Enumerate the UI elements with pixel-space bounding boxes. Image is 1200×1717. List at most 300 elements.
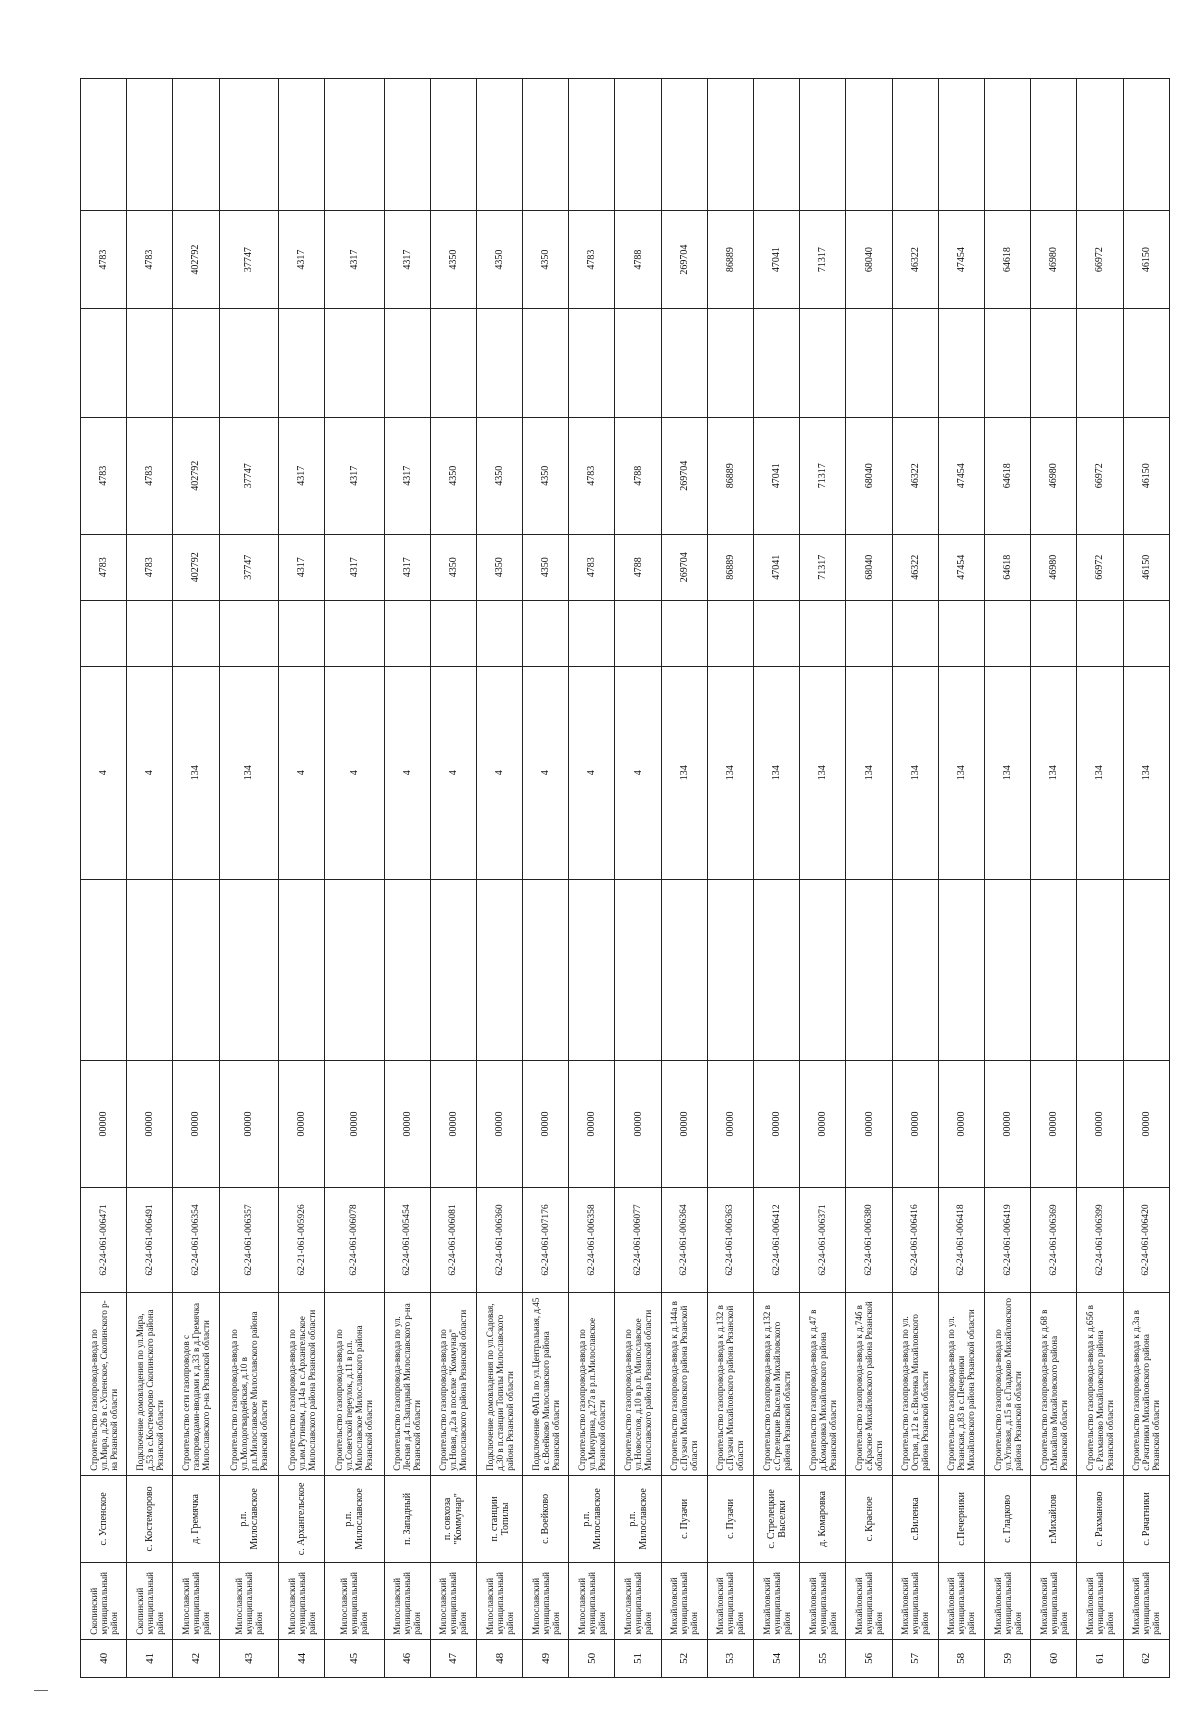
empty-cell [1031,79,1077,211]
empty-cell [476,879,522,1060]
table-row [754,79,800,1678]
settlement-cell: с.Печерники [938,1475,984,1562]
total-cell: 37747 [219,211,278,309]
total-cell: 46150 [1123,211,1169,309]
district-cell: Скопинский муниципальный район [127,1563,173,1640]
empty-cell [615,309,661,418]
empty-cell [81,79,127,211]
code-cell: 00000 [615,1060,661,1188]
object-description-cell: Строительство газопровода-ввода к д.132 в с.Стрелецкие Выселки Михайловского района Рязанской области [754,1292,800,1475]
table-row [892,79,938,1678]
empty-cell [430,79,476,211]
table-row [984,79,1030,1678]
code-cell: 00000 [1123,1060,1169,1188]
amount-cell: 4350 [476,417,522,534]
empty-cell [127,309,173,418]
empty-cell [1031,309,1077,418]
empty-cell [81,600,127,666]
amount-cell: 4788 [615,534,661,600]
amount-cell: 66972 [1077,417,1123,534]
total-cell: 4317 [384,211,430,309]
empty-cell [325,600,384,666]
amount-cell: 47041 [754,534,800,600]
empty-cell [938,600,984,666]
amount-cell: 4317 [325,534,384,600]
object-description-cell: Строительство сети газопроводов с газопроводами-вводами к д.33 в д.Гремячка Милославского р-на Рязанской области [173,1292,219,1475]
empty-cell [278,879,324,1060]
object-description-cell: Строительство газопровода-ввода по ул. Острая, д.12 в с.Виленка Михайловского района Рязанской области [892,1292,938,1475]
empty-cell [615,79,661,211]
district-cell: Михайловский муниципальный район [846,1563,892,1640]
empty-cell [846,879,892,1060]
row-number: 51 [615,1639,661,1677]
rotated-table-container [80,78,1170,1678]
row-number: 44 [278,1639,324,1677]
settlement-cell: с. Воейково [523,1475,569,1562]
row-number: 59 [984,1639,1030,1677]
object-description-cell: Подключение домовладения по ул.Садовая, д.30 в п.станции Топилы Милославского района Рязанской области [476,1292,522,1475]
table-row [569,79,615,1678]
table-row [127,79,173,1678]
empty-cell [846,600,892,666]
total-cell: 46980 [1031,211,1077,309]
settlement-cell: с. Пузачи [661,1475,707,1562]
row-number: 57 [892,1639,938,1677]
empty-cell [476,600,522,666]
amount-cell: 4317 [384,534,430,600]
object-description-cell: Строительство газопровода-ввода по ул.Мичурина, д.27а в р.п.Милославское Рязанской области [569,1292,615,1475]
empty-cell [569,600,615,666]
empty-cell [892,600,938,666]
empty-cell [938,79,984,211]
empty-cell [754,309,800,418]
row-number: 61 [1077,1639,1123,1677]
amount-cell: 64618 [984,534,1030,600]
empty-cell [523,600,569,666]
total-cell: 4788 [615,211,661,309]
district-cell: Михайловский муниципальный район [1077,1563,1123,1640]
object-description-cell: Строительство газопровода-ввода по ул.им.Рутиным, д.14а в с.Архангельское Милославского района Рязанской области [278,1292,324,1475]
amount-cell: 402792 [173,417,219,534]
district-cell: Милославский муниципальный район [173,1563,219,1640]
empty-cell [1123,600,1169,666]
amount-cell: 71317 [800,417,846,534]
row-number: 58 [938,1639,984,1677]
total-cell: 71317 [800,211,846,309]
cadastral-number-cell: 62-24-061-006077 [615,1188,661,1292]
code-cell: 00000 [127,1060,173,1188]
cadastral-number-cell: 62-24-061-006412 [754,1188,800,1292]
code-cell: 00000 [523,1060,569,1188]
cadastral-number-cell: 62-24-061-006471 [81,1188,127,1292]
code-cell: 00000 [1031,1060,1077,1188]
table-row [615,79,661,1678]
total-cell: 402792 [173,211,219,309]
amount-cell: 46150 [1123,534,1169,600]
object-description-cell: Подключение ФАПа по ул.Центральная, д.45 в с.Воейково Милославского района Рязанской области [523,1292,569,1475]
empty-cell [938,879,984,1060]
amount-cell: 46980 [1031,534,1077,600]
quantity-cell: 134 [219,666,278,879]
district-cell: Михайловский муниципальный район [800,1563,846,1640]
table-row [81,79,127,1678]
code-cell: 00000 [754,1060,800,1188]
district-cell: Михайловский муниципальный район [754,1563,800,1640]
object-description-cell: Строительство газопровода-ввода к д.144а в с.Пузачи Михайловского района Рязанской области [661,1292,707,1475]
amount-cell: 4317 [384,417,430,534]
settlement-cell: г.Михайлов [1031,1475,1077,1562]
object-description-cell: Строительство газопровода-ввода к д.68 в г.Михайлов Михайловского района Рязанской области [1031,1292,1077,1475]
district-cell: Милославский муниципальный район [278,1563,324,1640]
table-row [173,79,219,1678]
empty-cell [661,879,707,1060]
empty-cell [325,879,384,1060]
total-cell: 4317 [278,211,324,309]
empty-cell [846,79,892,211]
quantity-cell: 4 [569,666,615,879]
empty-cell [173,309,219,418]
cadastral-number-cell: 62-24-061-006354 [173,1188,219,1292]
settlement-cell: д. Комаровка [800,1475,846,1562]
quantity-cell: 4 [430,666,476,879]
object-description-cell: Строительство газопровода-ввода к д.132 в с.Пузачи Михайловского района Рязанской области [707,1292,753,1475]
total-cell: 46322 [892,211,938,309]
amount-cell: 68040 [846,534,892,600]
cadastral-number-cell: 62-24-061-006357 [219,1188,278,1292]
settlement-cell: с. Успенское [81,1475,127,1562]
empty-cell [938,309,984,418]
table-row [1123,79,1169,1678]
cadastral-number-cell: 62-24-061-006399 [1077,1188,1123,1292]
quantity-cell: 134 [707,666,753,879]
settlement-cell: с. Рахманово [1077,1475,1123,1562]
row-number: 41 [127,1639,173,1677]
total-cell: 47454 [938,211,984,309]
empty-cell [278,79,324,211]
row-number: 42 [173,1639,219,1677]
amount-cell: 4783 [81,417,127,534]
amount-cell: 4783 [569,417,615,534]
empty-cell [569,79,615,211]
empty-cell [984,600,1030,666]
cadastral-number-cell: 62-24-061-006418 [938,1188,984,1292]
empty-cell [800,309,846,418]
amount-cell: 46322 [892,417,938,534]
table-row [278,79,324,1678]
district-cell: Михайловский муниципальный район [1031,1563,1077,1640]
amount-cell: 4350 [523,534,569,600]
object-description-cell: Строительство газопровода-ввода по ул.Угловая, д.15 в с.Гладково Михайловского района Рязанской области [984,1292,1030,1475]
amount-cell: 4788 [615,417,661,534]
quantity-cell: 134 [984,666,1030,879]
cadastral-number-cell: 62-24-061-006416 [892,1188,938,1292]
settlement-cell: р.п. Милославское [219,1475,278,1562]
empty-cell [754,600,800,666]
amount-cell: 47041 [754,417,800,534]
amount-cell: 4350 [430,417,476,534]
quantity-cell: 134 [938,666,984,879]
row-number: 49 [523,1639,569,1677]
empty-cell [384,600,430,666]
empty-cell [523,309,569,418]
object-description-cell: Строительство газопровода-ввода по ул. Лесная д.4 п.Западный Милославского р-на Рязанской области [384,1292,430,1475]
empty-cell [476,79,522,211]
row-number: 53 [707,1639,753,1677]
district-cell: Милославский муниципальный район [384,1563,430,1640]
object-description-cell: Строительство газопровода-ввода по ул.Новоселов, д.10 в р.п. Милославское Милославского района Рязанской области [615,1292,661,1475]
district-cell: Михайловский муниципальный район [938,1563,984,1640]
settlement-cell: с. Рачатники [1123,1475,1169,1562]
cadastral-number-cell: 62-24-061-006371 [800,1188,846,1292]
quantity-cell: 134 [754,666,800,879]
empty-cell [278,309,324,418]
quantity-cell: 4 [325,666,384,879]
cadastral-number-cell: 62-24-061-006491 [127,1188,173,1292]
total-cell: 86889 [707,211,753,309]
empty-cell [1123,309,1169,418]
cadastral-number-cell: 62-24-061-006420 [1123,1188,1169,1292]
empty-cell [430,309,476,418]
empty-cell [661,79,707,211]
object-description-cell: Строительство газопровода-ввода по ул.Мира, д.26 в с.Успенское, Скопинского р-на Рязанской области [81,1292,127,1475]
amount-cell: 46322 [892,534,938,600]
empty-cell [384,309,430,418]
empty-cell [984,79,1030,211]
code-cell: 00000 [173,1060,219,1188]
district-cell: Михайловский муниципальный район [1123,1563,1169,1640]
total-cell: 4783 [127,211,173,309]
settlement-cell: п. Западный [384,1475,430,1562]
district-cell: Михайловский муниципальный район [707,1563,753,1640]
settlement-cell: д. Гремячка [173,1475,219,1562]
table-row [938,79,984,1678]
code-cell: 00000 [984,1060,1030,1188]
amount-cell: 4317 [278,417,324,534]
table-row [476,79,522,1678]
code-cell: 00000 [569,1060,615,1188]
empty-cell [219,79,278,211]
empty-cell [892,309,938,418]
quantity-cell: 4 [127,666,173,879]
settlement-cell: с. Пузачи [707,1475,753,1562]
cadastral-number-cell: 62-24-061-006358 [569,1188,615,1292]
settlement-cell: с. Костеморово [127,1475,173,1562]
empty-cell [81,879,127,1060]
empty-cell [707,309,753,418]
total-cell: 4783 [569,211,615,309]
scan-mark [34,1690,48,1691]
empty-cell [846,309,892,418]
empty-cell [615,879,661,1060]
amount-cell: 86889 [707,534,753,600]
empty-cell [1031,879,1077,1060]
code-cell: 00000 [938,1060,984,1188]
object-description-cell: Строительство газопровода-ввода к д.47 в д.Комаровка Михайловского района Рязанской области [800,1292,846,1475]
code-cell: 00000 [661,1060,707,1188]
settlement-cell: п. совхоза "Коммунар" [430,1475,476,1562]
district-cell: Милославский муниципальный район [569,1563,615,1640]
code-cell: 00000 [430,1060,476,1188]
cadastral-number-cell: 62-24-061-006360 [476,1188,522,1292]
amount-cell: 4783 [81,534,127,600]
cadastral-number-cell: 62-24-061-005454 [384,1188,430,1292]
quantity-cell: 4 [615,666,661,879]
code-cell: 00000 [278,1060,324,1188]
object-description-cell: Подключение домовладения по ул.Мира, д.53 в с.Костеморово Скопинского района Рязанской области [127,1292,173,1475]
object-description-cell: Строительство газопровода-ввода по ул.Молодогвардейская, д.10 в р.п.Милославское Милославского района Рязанской области [219,1292,278,1475]
amount-cell: 269704 [661,417,707,534]
cadastral-number-cell: 62-24-061-006419 [984,1188,1030,1292]
total-cell: 4350 [476,211,522,309]
data-table [80,78,1170,1678]
row-number: 50 [569,1639,615,1677]
amount-cell: 402792 [173,534,219,600]
table-row [661,79,707,1678]
empty-cell [1077,309,1123,418]
empty-cell [1031,600,1077,666]
empty-cell [127,600,173,666]
row-number: 56 [846,1639,892,1677]
amount-cell: 71317 [800,534,846,600]
cadastral-number-cell: 62-24-061-007176 [523,1188,569,1292]
district-cell: Милославский муниципальный район [325,1563,384,1640]
object-description-cell: Строительство газопровода-ввода по ул. Рязанская, д.83 в с.Печерники Михайловского района Рязанской области [938,1292,984,1475]
quantity-cell: 4 [476,666,522,879]
empty-cell [661,309,707,418]
total-cell: 4317 [325,211,384,309]
row-number: 43 [219,1639,278,1677]
quantity-cell: 134 [800,666,846,879]
district-cell: Милославский муниципальный район [615,1563,661,1640]
object-description-cell: Строительство газопровода-ввода к д.74б в с.Красное Михайловского района Рязанской области [846,1292,892,1475]
amount-cell: 47454 [938,534,984,600]
row-number: 55 [800,1639,846,1677]
empty-cell [523,879,569,1060]
settlement-cell: с.Виленка [892,1475,938,1562]
empty-cell [219,309,278,418]
total-cell: 4350 [523,211,569,309]
cadastral-number-cell: 62-24-061-006363 [707,1188,753,1292]
settlement-cell: с. Стрелецкие Выселки [754,1475,800,1562]
cadastral-number-cell: 62-24-061-006369 [1031,1188,1077,1292]
amount-cell: 46150 [1123,417,1169,534]
empty-cell [219,600,278,666]
amount-cell: 4783 [127,417,173,534]
table-row [846,79,892,1678]
total-cell: 269704 [661,211,707,309]
empty-cell [127,79,173,211]
object-description-cell: Строительство газопровода-ввода к д.3а в с.Рачатники Михайловского района Рязанской области [1123,1292,1169,1475]
empty-cell [800,600,846,666]
quantity-cell: 134 [661,666,707,879]
empty-cell [569,309,615,418]
row-number: 60 [1031,1639,1077,1677]
empty-cell [278,600,324,666]
settlement-cell: с. Архангельское [278,1475,324,1562]
amount-cell: 47454 [938,417,984,534]
quantity-cell: 4 [278,666,324,879]
table-row [325,79,384,1678]
row-number: 52 [661,1639,707,1677]
row-number: 54 [754,1639,800,1677]
table-row [1077,79,1123,1678]
empty-cell [81,309,127,418]
row-number: 47 [430,1639,476,1677]
settlement-cell: с. Красное [846,1475,892,1562]
quantity-cell: 4 [523,666,569,879]
amount-cell: 64618 [984,417,1030,534]
empty-cell [219,879,278,1060]
empty-cell [173,600,219,666]
quantity-cell: 134 [1123,666,1169,879]
empty-cell [1123,79,1169,211]
table-row [219,79,278,1678]
total-cell: 4783 [81,211,127,309]
amount-cell: 269704 [661,534,707,600]
code-cell: 00000 [219,1060,278,1188]
cadastral-number-cell: 62-24-061-006081 [430,1188,476,1292]
quantity-cell: 134 [892,666,938,879]
empty-cell [325,309,384,418]
amount-cell: 68040 [846,417,892,534]
empty-cell [1123,879,1169,1060]
amount-cell: 4317 [278,534,324,600]
amount-cell: 86889 [707,417,753,534]
empty-cell [707,600,753,666]
total-cell: 4350 [430,211,476,309]
settlement-cell: с. Гладково [984,1475,1030,1562]
row-number: 48 [476,1639,522,1677]
total-cell: 64618 [984,211,1030,309]
cadastral-number-cell: 62-21-061-005926 [278,1188,324,1292]
amount-cell: 4783 [127,534,173,600]
quantity-cell: 134 [846,666,892,879]
empty-cell [173,879,219,1060]
district-cell: Михайловский муниципальный район [661,1563,707,1640]
code-cell: 00000 [476,1060,522,1188]
empty-cell [1077,600,1123,666]
settlement-cell: р.п. Милославское [569,1475,615,1562]
total-cell: 68040 [846,211,892,309]
empty-cell [384,879,430,1060]
object-description-cell: Строительство газопровода-ввода по ул.Новая, д.2а в поселке "Коммунар" Милославского района Рязанской области [430,1292,476,1475]
quantity-cell: 4 [384,666,430,879]
amount-cell: 4783 [569,534,615,600]
empty-cell [430,600,476,666]
amount-cell: 46980 [1031,417,1077,534]
code-cell: 00000 [81,1060,127,1188]
code-cell: 00000 [846,1060,892,1188]
empty-cell [430,879,476,1060]
cadastral-number-cell: 62-24-061-006380 [846,1188,892,1292]
district-cell: Милославский муниципальный район [430,1563,476,1640]
code-cell: 00000 [1077,1060,1123,1188]
table-row [707,79,753,1678]
quantity-cell: 134 [173,666,219,879]
empty-cell [754,79,800,211]
code-cell: 00000 [892,1060,938,1188]
table-row [430,79,476,1678]
district-cell: Михайловский муниципальный район [984,1563,1030,1640]
empty-cell [476,309,522,418]
amount-cell: 4350 [476,534,522,600]
row-number: 45 [325,1639,384,1677]
settlement-cell: р.п. Милославское [325,1475,384,1562]
empty-cell [127,879,173,1060]
district-cell: Михайловский муниципальный район [892,1563,938,1640]
amount-cell: 66972 [1077,534,1123,600]
amount-cell: 37747 [219,417,278,534]
